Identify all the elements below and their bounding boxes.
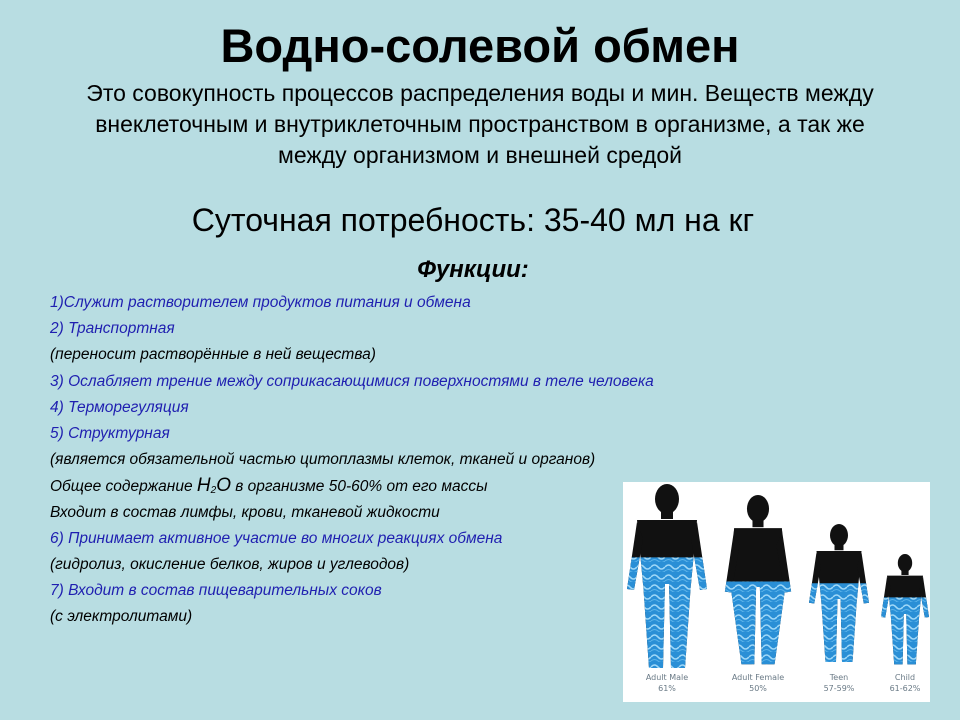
- figure-percent: 61%: [658, 684, 676, 693]
- function-item: (с электролитами): [50, 608, 193, 626]
- function-item: 4) Терморегуляция: [50, 398, 189, 416]
- figure-label: Child: [894, 673, 916, 682]
- function-item: 3) Ослабляет трение между соприкасающимися поверхностями в теле человека: [50, 372, 654, 390]
- function-item: (гидролиз, окисление белков, жиров и углеводов): [50, 555, 410, 573]
- figure-percent: 61-62%: [889, 684, 921, 693]
- function-item: Входит в состав лимфы, крови, тканевой жидкости: [50, 503, 440, 521]
- function-item-water-content: Общее содержание H2O в организме 50-60% от его массы: [50, 475, 488, 497]
- function-item: (является обязательной частью цитоплазмы клеток, тканей и органов): [50, 451, 596, 469]
- function-item: 2) Транспортная: [50, 320, 175, 338]
- function-item: 5) Структурная: [50, 424, 170, 442]
- figure-percent: 57-59%: [823, 684, 855, 693]
- slide-title: Водно-солевой обмен: [220, 19, 740, 72]
- figure-label: Adult Female: [731, 673, 785, 682]
- body-water-figure: [623, 482, 930, 702]
- figure-percent: 50%: [749, 684, 767, 693]
- figure-label: Adult Male: [645, 673, 689, 682]
- daily-need: Суточная потребность: 35-40 мл на кг: [191, 202, 755, 238]
- function-item: 6) Принимает активное участие во многих реакциях обмена: [50, 529, 503, 547]
- silhouette-1: [725, 495, 791, 664]
- function-item: 1)Служит растворителем продуктов питания и обмена: [50, 294, 471, 311]
- body-water-svg: [623, 482, 930, 702]
- function-item: (переносит растворённые в ней вещества): [50, 346, 376, 364]
- definition-text: Это совокупность процессов распределения воды и мин. Веществ между внеклеточным и внутриклеточным пространством в организме, а так же между организмом и внешней средой: [86, 80, 874, 168]
- functions-title: Функции:: [417, 256, 529, 283]
- function-item: 7) Входит в состав пищеварительных соков: [50, 582, 382, 600]
- figure-label: Teen: [829, 673, 849, 682]
